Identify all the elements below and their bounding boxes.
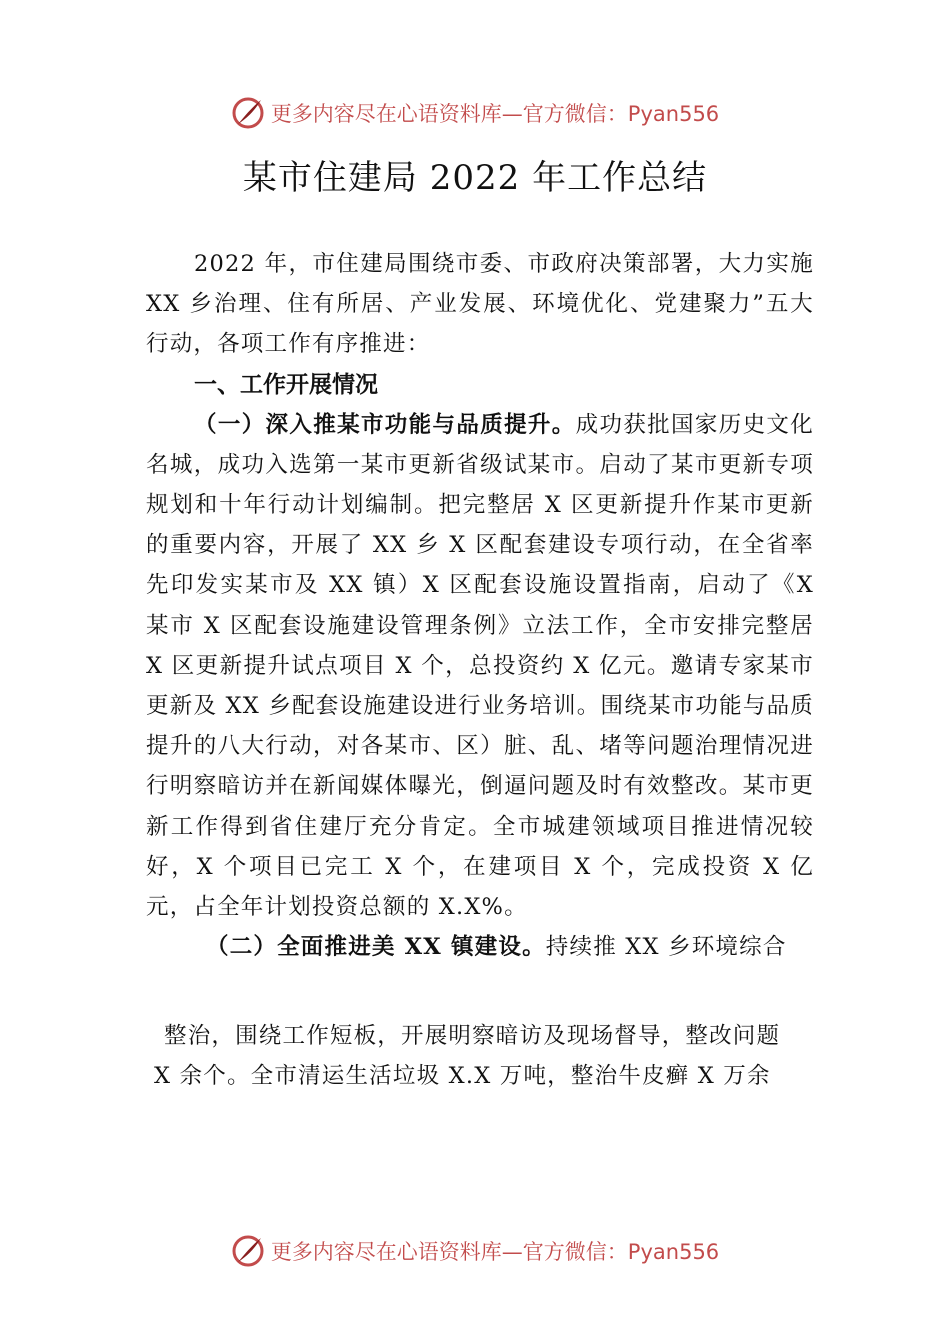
document-body xyxy=(146,244,814,967)
item2-heading: （二）全面推进美 XX 镇建设。 xyxy=(206,934,546,961)
item1-body: 成功获批国家历史文化名城，成功入选第一某市更新省级试某市。启动了某市更新专项规划和十年行动计划编制。把完整居 X 区更新提升作某市更新的重要内容，开展了 XX 乡 X 区配套建设专项行动，在全省率先印发实某市及 XX 镇）X 区配套设施设置指南，启动了《X 某市 X 区配套设施建设管理条例》立法工作，全市安排完整居 X 区更新提升试点项目 X 个，总投资约 X 亿元。邀请专家某市更新及 XX 乡配套设施建设进行业务培训。围绕某市功能与品质提升的八大行动，对各某市、区）脏、乱、堵等问题治理情况进行明察暗访并在新闻媒体曝光，倒逼问题及时有效整改。某市更新工作得到省住建厅充分肯定。全市城建领域项目推进情况较好，X 个项目已完工 X 个，在建项目 X 个，完成投资 X 亿元，占全年计划投资总额的 X.X%。 xyxy=(146,411,814,921)
quill-logo-icon xyxy=(231,1234,265,1268)
intro-paragraph: 2022 年，市住建局围绕市委、市政府决策部署，大力实施 XX 乡治理、住有所居、产业发展、环境优化、党建聚力”五大行动，各项工作有序推进： xyxy=(146,251,814,358)
item2-first-line xyxy=(146,927,814,967)
item2-line2: 整治，围绕工作短板，开展明察暗访及现场督导，整改问题 xyxy=(164,1023,781,1049)
item1-paragraph xyxy=(146,405,814,928)
item1-heading: （一）深入推某市功能与品质提升。 xyxy=(194,411,576,438)
watermark-text: 更多内容尽在心语资料库—官方微信：Pyan556 xyxy=(270,1240,720,1264)
quill-logo-icon xyxy=(231,96,265,130)
document-title: 某市住建局 2022 年工作总结 xyxy=(242,158,708,198)
item2-line3: X 余个。全市清运生活垃圾 X.X 万吨，整治牛皮癣 X 万余 xyxy=(154,1063,771,1089)
item2-line1: 持续推 XX 乡环境综合 xyxy=(545,934,787,961)
section-heading: 一、工作开展情况 xyxy=(194,371,378,398)
footer-watermark xyxy=(0,1234,950,1268)
watermark-text: 更多内容尽在心语资料库—官方微信：Pyan556 xyxy=(270,102,720,126)
item2-continuation xyxy=(154,1016,814,1096)
header-watermark xyxy=(0,96,950,130)
